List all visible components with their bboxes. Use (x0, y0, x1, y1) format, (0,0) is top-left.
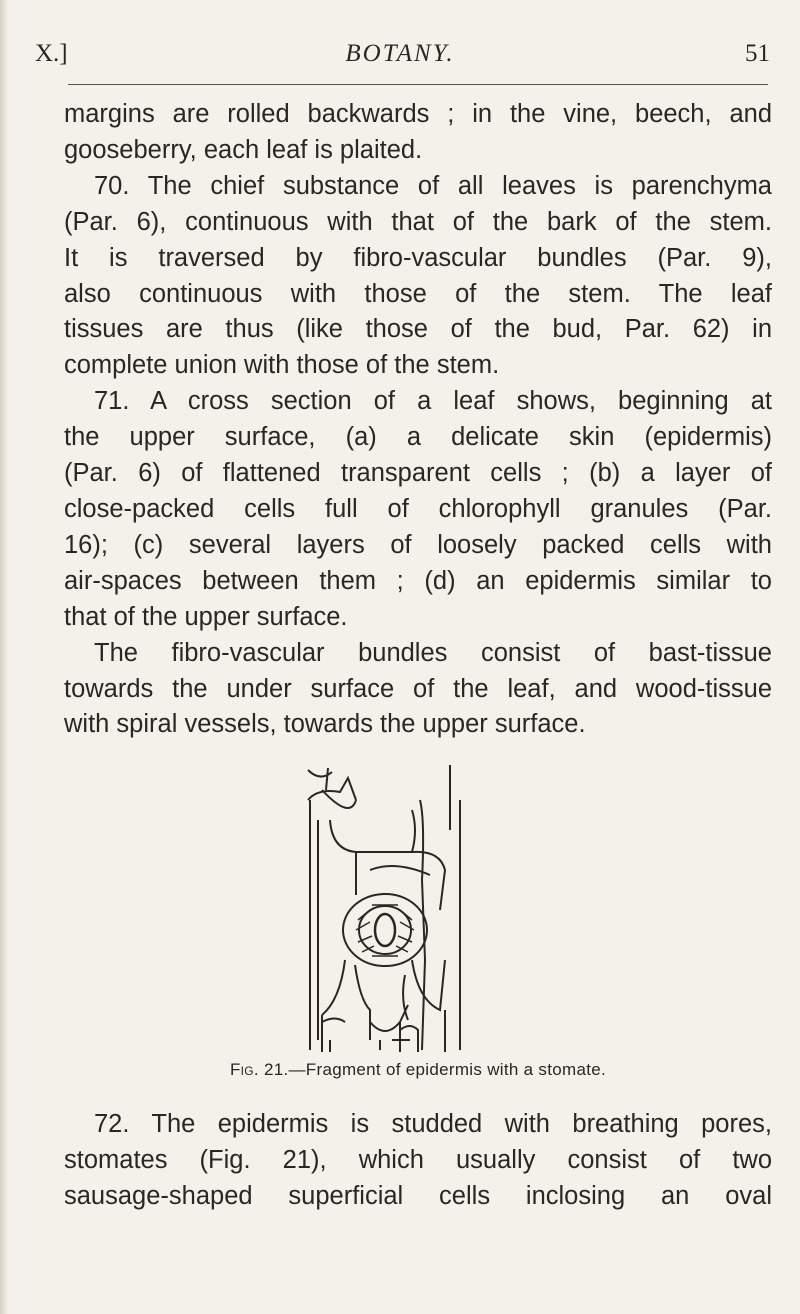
page-spine-shadow (0, 0, 8, 1314)
header-rule (68, 84, 768, 85)
text-line: (Par. 6) of flattened transparent cells ; (b) a layer of (64, 459, 772, 488)
text-line: margins are rolled backwards ; in the vine, beech, and (64, 100, 772, 128)
paragraph-71 (64, 384, 772, 635)
text-line: air-spaces between them ; (d) an epidermis similar to (64, 566, 772, 595)
paragraph-continuation (64, 97, 772, 169)
text-line: that of the upper surface. (64, 602, 348, 631)
paragraph-71-continued (64, 636, 772, 744)
text-line: the upper surface, (a) a delicate skin (epidermis) (64, 423, 772, 452)
text-line: 71. A cross section of a leaf shows, beginning at (94, 387, 772, 416)
text-line: 16); (c) several layers of loosely packed cells with (64, 530, 772, 559)
text-line: tissues are thus (like those of the bud, Par. 62) in (64, 315, 772, 344)
text-line: sausage-shaped superficial cells inclosing an oval (64, 1181, 772, 1210)
figure-caption (64, 1060, 772, 1080)
text-line: also continuous with those of the stem. The leaf (64, 279, 772, 308)
text-line: The fibro-vascular bundles consist of bast-tissue (94, 638, 772, 667)
figure-label: Fig. 21. (229, 1060, 289, 1079)
text-line: It is traversed by fibro-vascular bundles (Par. 9), (64, 243, 772, 272)
page-number: 51 (745, 40, 770, 67)
text-line: stomates (Fig. 21), which usually consist of two (64, 1145, 772, 1174)
chapter-marker: X.] (35, 40, 68, 67)
running-header (30, 40, 770, 76)
text-line: towards the under surface of the leaf, and wood-tissue (64, 674, 772, 703)
stomate-illustration (300, 760, 470, 1060)
text-line: 70. The chief substance of all leaves is parenchyma (94, 171, 772, 200)
body-text-continued (64, 1107, 772, 1215)
text-line: complete union with those of the stem. (64, 351, 500, 380)
text-line: (Par. 6), continuous with that of the bark of the stem. (64, 207, 772, 236)
text-line: gooseberry, each leaf is plaited. (64, 135, 423, 164)
text-line: with spiral vessels, towards the upper surface. (64, 710, 586, 739)
paragraph-70 (64, 169, 772, 384)
text-line: 72. The epidermis is studded with breathing pores, (94, 1110, 772, 1138)
body-text (64, 97, 772, 743)
figure-caption-text: —Fragment of epidermis with a stomate. (288, 1060, 607, 1079)
text-line: close-packed cells full of chlorophyll granules (Par. (64, 494, 772, 523)
running-title: BOTANY. (345, 40, 455, 67)
